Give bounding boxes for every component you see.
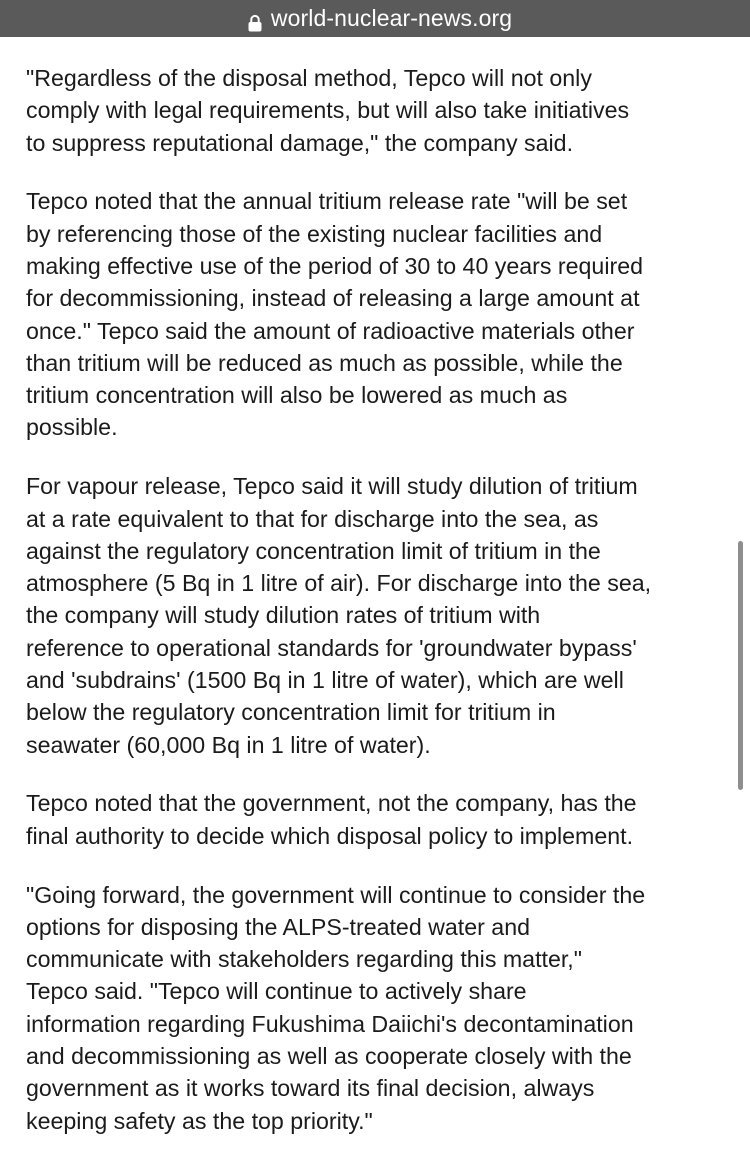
lock-icon [248,11,262,29]
article-paragraph-4 [26,787,730,852]
paragraph-line: Tepco said. "Tepco will continue to actively share [26,978,527,1005]
scroll-indicator[interactable] [738,541,743,790]
article-paragraph-1 [26,62,730,159]
paragraph-line: than tritium will be reduced as much as possible, while the [26,349,623,376]
paragraph-line: "Going forward, the government will continue to consider the [26,881,646,908]
paragraph-line: atmosphere (5 Bq in 1 litre of air). For discharge into the sea, [26,570,652,597]
paragraph-line: tritium concentration will also be lowered as much as [26,382,568,409]
paragraph-line: reference to operational standards for 'groundwater bypass' [26,634,637,661]
article-body [26,62,730,1163]
paragraph-line: communicate with stakeholders regarding this matter," [26,946,582,973]
paragraph-line: and 'subdrains' (1500 Bq in 1 litre of water), which are well [26,667,624,694]
paragraph-line: information regarding Fukushima Daiichi's decontamination [26,1010,634,1037]
paragraph-line: options for disposing the ALPS-treated water and [26,913,530,940]
paragraph-line: comply with legal requirements, but will also take initiatives [26,97,630,124]
paragraph-line: Tepco noted that the government, not the company, has the [26,790,637,817]
paragraph-line: For vapour release, Tepco said it will study dilution of tritium [26,473,638,500]
paragraph-line: and decommissioning as well as cooperate closely with the [26,1043,632,1070]
paragraph-line: against the regulatory concentration limit of tritium in the [26,537,601,564]
article-paragraph-3 [26,470,730,761]
paragraph-line: possible. [26,414,118,441]
address-bar-content[interactable] [248,5,512,32]
paragraph-line: by referencing those of the existing nuclear facilities and [26,220,603,247]
paragraph-line: making effective use of the period of 30 to 40 years required [26,252,643,279]
paragraph-line: final authority to decide which disposal policy to implement. [26,822,634,849]
paragraph-line: below the regulatory concentration limit for tritium in [26,699,556,726]
paragraph-line: at a rate equivalent to that for discharge into the sea, as [26,505,599,532]
paragraph-line: keeping safety as the top priority." [26,1107,373,1134]
paragraph-line: the company will study dilution rates of tritium with [26,602,541,629]
paragraph-line: "Regardless of the disposal method, Tepco will not only [26,65,592,91]
address-bar[interactable] [0,0,750,37]
paragraph-line: to suppress reputational damage," the company said. [26,129,574,156]
paragraph-line: seawater (60,000 Bq in 1 litre of water). [26,731,431,758]
article-paragraph-5 [26,879,730,1137]
paragraph-line: for decommissioning, instead of releasing a large amount at [26,285,640,312]
paragraph-line: Tepco noted that the annual tritium release rate "will be set [26,188,628,215]
address-url[interactable]: world-nuclear-news.org [270,5,513,31]
article-paragraph-2 [26,185,730,443]
paragraph-line: once." Tepco said the amount of radioactive materials other [26,317,635,344]
paragraph-line: government as it works toward its final decision, always [26,1075,595,1102]
